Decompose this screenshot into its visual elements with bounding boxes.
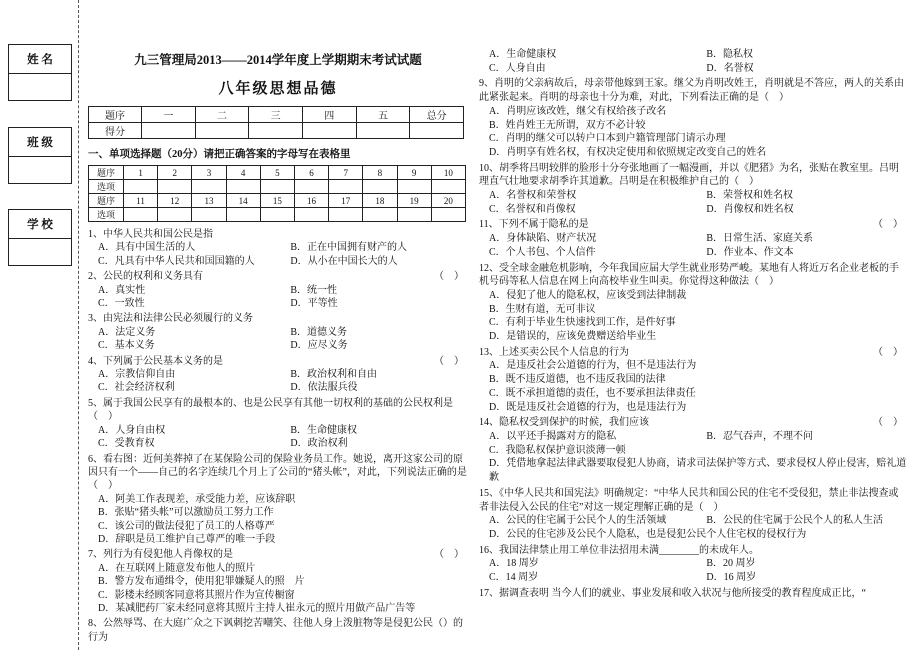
table-blank-cell: [226, 208, 260, 222]
table-blank-cell: [329, 208, 363, 222]
table-blank-cell: [294, 180, 328, 194]
table-blank-cell: [431, 180, 465, 194]
question-line: 5、属于我国公民享有的最根本的、也是公民享有其他一切权利的基础的公民权利是（ ）: [88, 397, 453, 423]
question-block: [479, 48, 907, 75]
table-cell: 4: [226, 166, 260, 180]
stem-text: 13、上述买卖公民个人信息的行为: [479, 346, 629, 358]
option-pair-line: [88, 437, 468, 450]
table-blank-cell: [260, 208, 294, 222]
class-field-label: 班 级: [9, 128, 71, 157]
option-text: A．以平还手揭露对方的隐私: [489, 430, 617, 442]
table-blank-cell: [249, 123, 303, 139]
option-pair-line: [88, 326, 468, 339]
option-line: B．姓肖姓王无所谓，双方不必计较: [489, 119, 646, 131]
option-pair-line: [479, 514, 907, 528]
question-line: 16、我国法律禁止用工单位非法招用未满________的未成年人。: [479, 544, 759, 556]
table-blank-cell: [397, 208, 431, 222]
table-cell: 17: [329, 194, 363, 208]
question-stem-line: [479, 346, 907, 360]
answer-paren: （ ）: [434, 549, 464, 561]
table-cell: 选项: [89, 180, 124, 194]
question-block: [479, 262, 907, 344]
question-block: [479, 346, 907, 415]
table-cell: 二: [195, 107, 249, 123]
option-text: B．隐私权: [706, 49, 754, 60]
name-field-label: 姓 名: [9, 45, 71, 74]
question-block: [88, 548, 468, 615]
option-text: B．统一性: [290, 284, 338, 296]
left-column: [88, 50, 468, 646]
table-cell: 四: [302, 107, 356, 123]
answer-paren: （ ）: [434, 271, 464, 283]
option-line: D．辞职是员工维护自己尊严的唯一手段: [98, 533, 276, 545]
option-text: C．名誉权和肖像权: [489, 203, 576, 215]
table-row: [89, 208, 466, 222]
class-field-blank: [9, 157, 71, 183]
question-block: [479, 416, 907, 485]
name-field-blank: [9, 74, 71, 100]
question-line: 15、《中华人民共和国宪法》明确规定：“中华人民共和国公民的住宅不受侵犯，禁止非法搜查或者非法侵入公民的住宅”对这一规定理解正确的是（ ）: [479, 487, 899, 513]
question-block: [479, 587, 907, 601]
table-cell: 三: [249, 107, 303, 123]
question-line: 10、胡季将吕明较胖的脸形十分夸张地画了一幅漫画，并以《肥猪》为名，张贴在教室里。吕明理直气壮地要求胡季许其道歉。吕明是在积极维护自己的（ ）: [479, 162, 899, 188]
option-text: B．道德义务: [290, 326, 348, 338]
table-row: [89, 123, 464, 139]
option-line: A．侵犯了他人的隐私权，应该受到法律制裁: [489, 289, 687, 301]
option-line: A．阿美工作表现差，承受能力差，应该辞职: [98, 493, 296, 505]
option-line: B．张贴“猪头帐”可以激励员工努力工作: [98, 507, 274, 519]
option-line: D．某减肥药厂家未经同意将其照片主持人崔永元的照片用做产品广告等: [98, 602, 416, 614]
question-block: [479, 487, 907, 542]
table-cell: 12: [158, 194, 192, 208]
school-field-box: [8, 209, 72, 266]
table-blank-cell: [195, 123, 249, 139]
section1-heading: 一、单项选择题（20分）请把正确答案的字母写在表格里: [88, 149, 351, 160]
table-cell: 18: [363, 194, 397, 208]
option-text: D．政治权利: [290, 438, 348, 450]
table-blank-cell: [226, 180, 260, 194]
table-row: [89, 107, 464, 123]
question-line: 1、中华人民共和国公民是指: [88, 229, 213, 240]
question-stem-line: [88, 270, 468, 283]
option-text: D．16 周岁: [706, 572, 757, 584]
answer-paren: （ ）: [873, 346, 903, 358]
table-blank-cell: [294, 208, 328, 222]
option-text: C．一致性: [98, 298, 145, 310]
table-row: [89, 166, 466, 180]
option-pair-line: [88, 241, 468, 254]
option-pair-line: [479, 203, 907, 217]
table-blank-cell: [302, 123, 356, 139]
option-pair-line: [479, 48, 907, 62]
option-pair-line: [479, 430, 907, 444]
option-text: C．基本义务: [98, 340, 155, 352]
table-blank-cell: [410, 123, 464, 139]
option-text: B．荣誉权和姓名权: [706, 190, 794, 202]
option-line: C．有利于毕业生快速找到工作，是件好事: [489, 317, 676, 329]
stem-text: 2、公民的权利和义务具有: [88, 271, 203, 283]
question-stem-line: [88, 548, 468, 561]
question-line: 8、公然辱骂、在大庭广众之下讽刺挖苦嘲笑、往他人身上泼脏物等是侵犯公民（）的行为: [88, 618, 463, 643]
option-text: A．宗教信仰自由: [98, 369, 176, 381]
table-cell: 9: [397, 166, 431, 180]
option-pair-line: [88, 339, 468, 352]
class-field-box: [8, 127, 72, 184]
table-cell: 8: [363, 166, 397, 180]
table-cell: 5: [260, 166, 294, 180]
option-text: D．平等性: [290, 298, 338, 310]
stem-text: 4、下列属于公民基本义务的是: [88, 355, 223, 367]
table-cell: 20: [431, 194, 465, 208]
table-cell: 6: [294, 166, 328, 180]
option-line: C．既不承担道德的责任，也不要承担法律责任: [489, 387, 696, 399]
score-table: [88, 106, 464, 139]
option-pair-line: [88, 284, 468, 297]
option-line: B．生财有道，无可非议: [489, 303, 596, 315]
question-line: 9、肖明的父亲病故后，母亲带他嫁到王家。继父为肖明改姓王，肖明就是不答应，两人的关系由此紧张起来。肖明的母亲也十分为难，对此，下列看法正确的是（ ）: [479, 78, 904, 104]
table-blank-cell: [142, 123, 196, 139]
table-cell: 3: [192, 166, 226, 180]
option-text: C．凡具有中华人民共和国国籍的人: [98, 255, 255, 267]
option-text: B．日常生活、家庭关系: [706, 233, 814, 245]
option-text: D．肖像权和姓名权: [706, 203, 794, 215]
option-text: B．20 周岁: [706, 558, 756, 570]
option-pair-line: [88, 424, 468, 437]
margin-dashed-line: [78, 0, 79, 650]
school-field-label: 学 校: [9, 210, 71, 239]
option-line: A．在互联网上随意发布他人的照片: [98, 562, 256, 574]
table-blank-cell: [329, 180, 363, 194]
question-line: 17、据调查表明 当今人们的就业、事业发展和收入状况与他所接受的教育程度成正比，“: [479, 587, 866, 599]
option-text: C．个人书包、个人信件: [489, 246, 596, 258]
option-text: A．18 周岁: [489, 558, 539, 570]
table-cell: 13: [192, 194, 226, 208]
question-stem-line: [479, 416, 907, 430]
question-line: 6、看右图：近何美葬掉了在某保险公司的保险业务员工作。她说，离开这家公司的原因只有一个——自己的名字连续几个月上了公司的“猪头帐”，对此，下列说法正确的是（ ）: [88, 453, 467, 492]
exam-title: 九三管理局2013——2014学年度上学期期末考试试题: [134, 53, 422, 67]
table-cell: 题序: [89, 166, 124, 180]
option-pair-line: [479, 62, 907, 76]
table-cell: 题序: [89, 194, 124, 208]
option-line: D．凭借地拿起法律武器要取侵犯人协商，请求司法保护等方式、要求侵权人停止侵害，赔礼道歉: [489, 458, 907, 484]
option-text: D．作业本、作文本: [706, 246, 794, 258]
stem-text: 7、列行为有侵犯他人肖像权的是: [88, 549, 233, 561]
exam-subject: 八年级思想品德: [218, 81, 338, 97]
table-blank-cell: [158, 180, 192, 194]
option-text: A．名誉权和荣誉权: [489, 190, 577, 202]
option-pair-line: [479, 246, 907, 260]
question-block: [88, 228, 468, 268]
option-text: A．具有中国生活的人: [98, 242, 196, 254]
question-stem-line: [88, 355, 468, 368]
option-pair-line: [479, 189, 907, 203]
table-cell: 一: [142, 107, 196, 123]
option-text: B．正在中国拥有财产的人: [290, 242, 408, 254]
table-cell: 10: [431, 166, 465, 180]
school-field-blank: [9, 239, 71, 265]
option-line: C．该公司的做法侵犯了员工的人格尊严: [98, 520, 275, 532]
table-blank-cell: [431, 208, 465, 222]
question-block: [88, 312, 468, 352]
table-cell: 题序: [89, 107, 142, 123]
option-text: C．受教育权: [98, 438, 155, 450]
option-pair-line: [88, 297, 468, 310]
option-text: A．生命健康权: [489, 49, 557, 60]
option-text: D．名誉权: [706, 62, 754, 74]
question-block: [479, 162, 907, 217]
option-line: D．是错误的，应该免费赠送给毕业生: [489, 331, 657, 343]
stem-text: 11、下列不属于隐私的是: [479, 219, 589, 231]
table-cell: 7: [329, 166, 363, 180]
right-column: [479, 42, 907, 602]
table-blank-cell: [356, 123, 410, 139]
question-block: [88, 397, 468, 451]
question-line: 3、由宪法和法律公民必须履行的义务: [88, 313, 253, 325]
option-text: C．社会经济权利: [98, 382, 175, 394]
option-text: B．政治权利和自由: [290, 369, 378, 381]
option-line: D．既是违反社会道德的行为，也是违法行为: [489, 401, 687, 413]
answer-paren: （ ）: [434, 355, 464, 367]
option-text: A．真实性: [98, 284, 146, 296]
option-pair-line: [479, 571, 907, 585]
table-cell: 1: [124, 166, 158, 180]
table-cell: 2: [158, 166, 192, 180]
option-text: A．身体缺陷、财产状况: [489, 233, 597, 245]
option-text: B．公民的住宅属于公民个人的私人生活: [706, 515, 884, 527]
option-line: D．肖明享有姓名权，有权决定使用和依照规定改变自己的姓名: [489, 146, 767, 158]
option-pair-line: [88, 381, 468, 394]
question-stem-line: [479, 218, 907, 232]
option-line: C．影楼未经顾客同意将其照片作为宣传橱窗: [98, 589, 295, 601]
option-line: B．既不违反道德，也不违反我国的法律: [489, 374, 666, 386]
question-block: [479, 77, 907, 159]
table-blank-cell: [192, 208, 226, 222]
table-blank-cell: [363, 180, 397, 194]
option-text: C．人身自由: [489, 62, 546, 74]
question-block: [88, 453, 468, 547]
option-line: A．是违反社会公道德的行为，但不是违法行为: [489, 360, 697, 372]
table-cell: 14: [226, 194, 260, 208]
answer-paren: （ ）: [873, 219, 903, 231]
option-line: C．肖明的继父可以转户口本到户籍管理部门请示办理: [489, 133, 726, 145]
table-row: [89, 194, 466, 208]
table-blank-cell: [124, 180, 158, 194]
questions-right: [479, 48, 907, 600]
table-row: [89, 180, 466, 194]
option-pair-line: [479, 557, 907, 571]
option-text: A．公民的住宅属于公民个人的生活领域: [489, 515, 667, 527]
answer-table: [88, 165, 466, 222]
option-text: B．生命健康权: [290, 424, 358, 436]
question-block: [479, 218, 907, 259]
questions-left: [88, 228, 468, 644]
option-pair-line: [88, 368, 468, 381]
table-cell: 19: [397, 194, 431, 208]
option-text: C．14 周岁: [489, 572, 539, 584]
option-text: A．人身自由权: [98, 424, 166, 436]
stem-text: 14、隐私权受到保护的时候，我们应该: [479, 417, 649, 429]
option-line: C．我隐私权保护意识淡薄一顿: [489, 444, 626, 456]
table-cell: 得分: [89, 123, 142, 139]
table-blank-cell: [192, 180, 226, 194]
table-cell: 选项: [89, 208, 124, 222]
table-cell: 总分: [410, 107, 464, 123]
name-field-box: [8, 44, 72, 101]
table-cell: 15: [260, 194, 294, 208]
table-blank-cell: [363, 208, 397, 222]
option-text: A．法定义务: [98, 326, 156, 338]
answer-paren: （ ）: [873, 417, 903, 429]
option-pair-line: [479, 232, 907, 246]
question-block: [479, 544, 907, 585]
question-line: 12、受全球金融危机影响，今年我国应届大学生就业形势严峻。某地有人将近万名企业老板的手机号码等私人信息在网上向高校毕业生叫卖。你觉得这种做法（ ）: [479, 262, 899, 288]
question-block: [88, 617, 468, 644]
table-blank-cell: [260, 180, 294, 194]
table-cell: 11: [124, 194, 158, 208]
table-cell: 16: [294, 194, 328, 208]
table-blank-cell: [397, 180, 431, 194]
option-line: D．公民的住宅涉及公民个人隐私，也是侵犯公民个人住宅权的侵权行为: [489, 528, 807, 540]
question-block: [88, 270, 468, 310]
option-text: D．应尽义务: [290, 340, 348, 352]
option-text: D．依法服兵役: [290, 382, 358, 394]
table-blank-cell: [124, 208, 158, 222]
option-pair-line: [88, 255, 468, 268]
option-line: B．警方发布通缉令，使用犯罪嫌疑人的照 片: [98, 576, 305, 588]
table-cell: 五: [356, 107, 410, 123]
option-text: B．忍气吞声，不理不问: [706, 430, 814, 442]
table-blank-cell: [158, 208, 192, 222]
question-block: [88, 355, 468, 395]
option-line: A．肖明应该改姓，继父有权给孩子改名: [489, 105, 667, 117]
option-text: D．从小在中国长大的人: [290, 255, 398, 267]
